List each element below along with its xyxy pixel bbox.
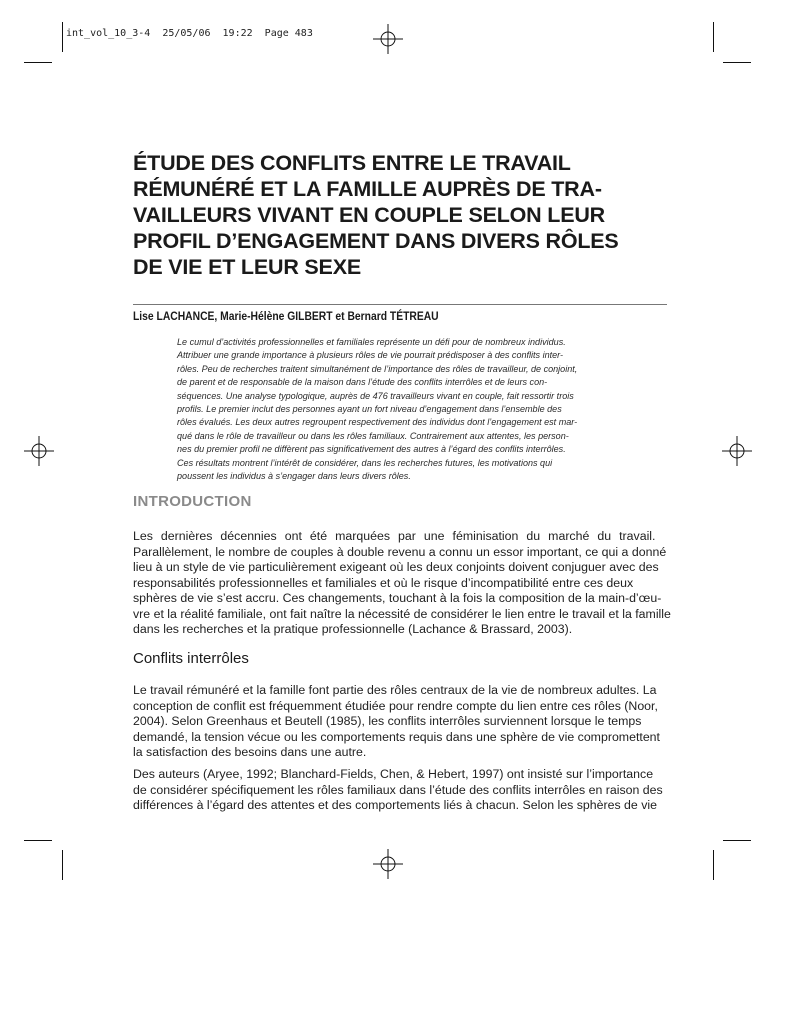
- abstract-line: profils. Le premier inclut des personnes ayant un fort niveau d’engagement dans l’ensemble des: [177, 404, 562, 415]
- abstract-line: Le cumul d’activités professionnelles et familiales représente un défi pour de nombreux individus.: [177, 337, 566, 347]
- crop-mark-bottom-left-h: [24, 840, 52, 841]
- abstract-line: Ces résultats montrent l’intérêt de considérer, dans les recherches futures, les motivations qui: [177, 457, 553, 468]
- body-paragraph: [133, 683, 668, 761]
- text-line: différences à l’égard des attentes et des comportements liés à chacun. Selon les sphères de vie: [133, 798, 658, 812]
- text-line: dans les recherches et la pratique professionnelle (Lachance & Brassard, 2003).: [133, 622, 573, 636]
- text-line: Parallèlement, le nombre de couples à double revenu a connu un essor important, ce qui a donné: [133, 544, 667, 559]
- text-line: Les dernières décennies ont été marquées par une féminisation du marché du travail.: [133, 529, 656, 543]
- title-line: DE VIE ET LEUR SEXE: [133, 255, 361, 279]
- abstract-line: de parent et de responsable de la maison dans l’étude des conflits interrôles et de leurs con-: [177, 377, 548, 388]
- text-line: 2004). Selon Greenhaus et Beutell (1985), les conflits interrôles surviennent lorsque le temps: [133, 714, 642, 728]
- crop-mark-bottom-left-v: [62, 850, 63, 880]
- abstract-line: qué dans le rôle de travailleur ou dans les rôles familiaux. Contrairement aux attentes, les person-: [177, 430, 569, 441]
- text-line: responsabilités professionnelles et familiales et où le risque d’incompatibilité entre ces deux: [133, 575, 634, 590]
- abstract: [177, 336, 623, 483]
- registration-mark-right-icon: [722, 436, 752, 466]
- body-paragraph: [133, 767, 668, 814]
- title-line: ÉTUDE DES CONFLITS ENTRE LE TRAVAIL: [133, 151, 571, 175]
- text-line: sphères de vie s’est accru. Ces changements, touchant à la fois la composition de la main-d’œu-: [133, 591, 662, 605]
- text-line: lieu à un style de vie particulièrement exigeant où les deux conjoints doivent conjuguer avec des: [133, 560, 659, 574]
- registration-mark-bottom-icon: [373, 849, 403, 879]
- abstract-line: rôles évalués. Les deux autres regroupent respectivement des individus dont l’engagement est mar-: [177, 417, 578, 428]
- crop-mark-top-left-v: [62, 22, 63, 52]
- title-line: PROFIL D’ENGAGEMENT DANS DIVERS RÔLES: [133, 229, 619, 253]
- introduction-paragraph: [133, 529, 671, 638]
- title-line: VAILLEURS VIVANT EN COUPLE SELON LEUR: [133, 203, 606, 227]
- text-line: conception de conflit est fréquemment étudiée pour rendre compte du lien entre ces rôles (Noor,: [133, 698, 658, 713]
- crop-mark-bottom-right-h: [723, 840, 751, 841]
- crop-mark-bottom-right-v: [713, 850, 714, 880]
- text-line: la satisfaction des besoins dans une autre.: [133, 745, 367, 759]
- abstract-line: séquences. Une analyse typologique, auprès de 476 travailleurs vivant en couple, fait ressortir trois: [177, 390, 574, 401]
- text-line: demandé, la tension vécue ou les comportements requis dans une sphère de vie compromettent: [133, 729, 660, 744]
- text-line: Des auteurs (Aryee, 1992; Blanchard-Fields, Chen, & Hebert, 1997) ont insisté sur l’importance: [133, 767, 654, 781]
- article-title: [133, 150, 673, 280]
- abstract-line: nes du premier profil ne diffèrent pas significativement des autres à l’égard des conflits interrôles.: [177, 444, 566, 455]
- title-line: RÉMUNÉRÉ ET LA FAMILLE AUPRÈS DE TRA-: [133, 177, 602, 201]
- abstract-line: poussent les individus à s’engager dans leurs divers rôles.: [177, 471, 411, 482]
- text-line: de considérer spécifiquement les rôles familiaux dans l’étude des conflits interrôles en raison des: [133, 782, 663, 797]
- author-line: Lise LACHANCE, Marie-Hélène GILBERT et Bernard TÉTREAU: [133, 309, 439, 323]
- printer-slug: int_vol_10_3-4 25/05/06 19:22 Page 483: [66, 28, 313, 39]
- registration-mark-top-icon: [373, 24, 403, 54]
- title-divider: [133, 304, 667, 305]
- text-line: Le travail rémunéré et la famille font partie des rôles centraux de la vie de nombreux adultes. La: [133, 683, 657, 697]
- section-subheading: Conflits interrôles: [133, 650, 249, 667]
- introduction-heading: INTRODUCTION: [133, 493, 252, 510]
- registration-mark-left-icon: [24, 436, 54, 466]
- crop-mark-top-left-h: [24, 62, 52, 63]
- text-line: vre et la réalité familiale, ont fait naître la nécessité de considérer le lien entre le travail et la famille: [133, 606, 671, 621]
- abstract-line: Attribuer une grande importance à plusieurs rôles de vie pourrait prédisposer à des conflits inter-: [177, 350, 564, 361]
- crop-mark-top-right-v: [713, 22, 714, 52]
- crop-mark-top-right-h: [723, 62, 751, 63]
- abstract-line: rôles. Peu de recherches traitent simultanément de l’importance des rôles de travailleur, de conjoint,: [177, 363, 578, 374]
